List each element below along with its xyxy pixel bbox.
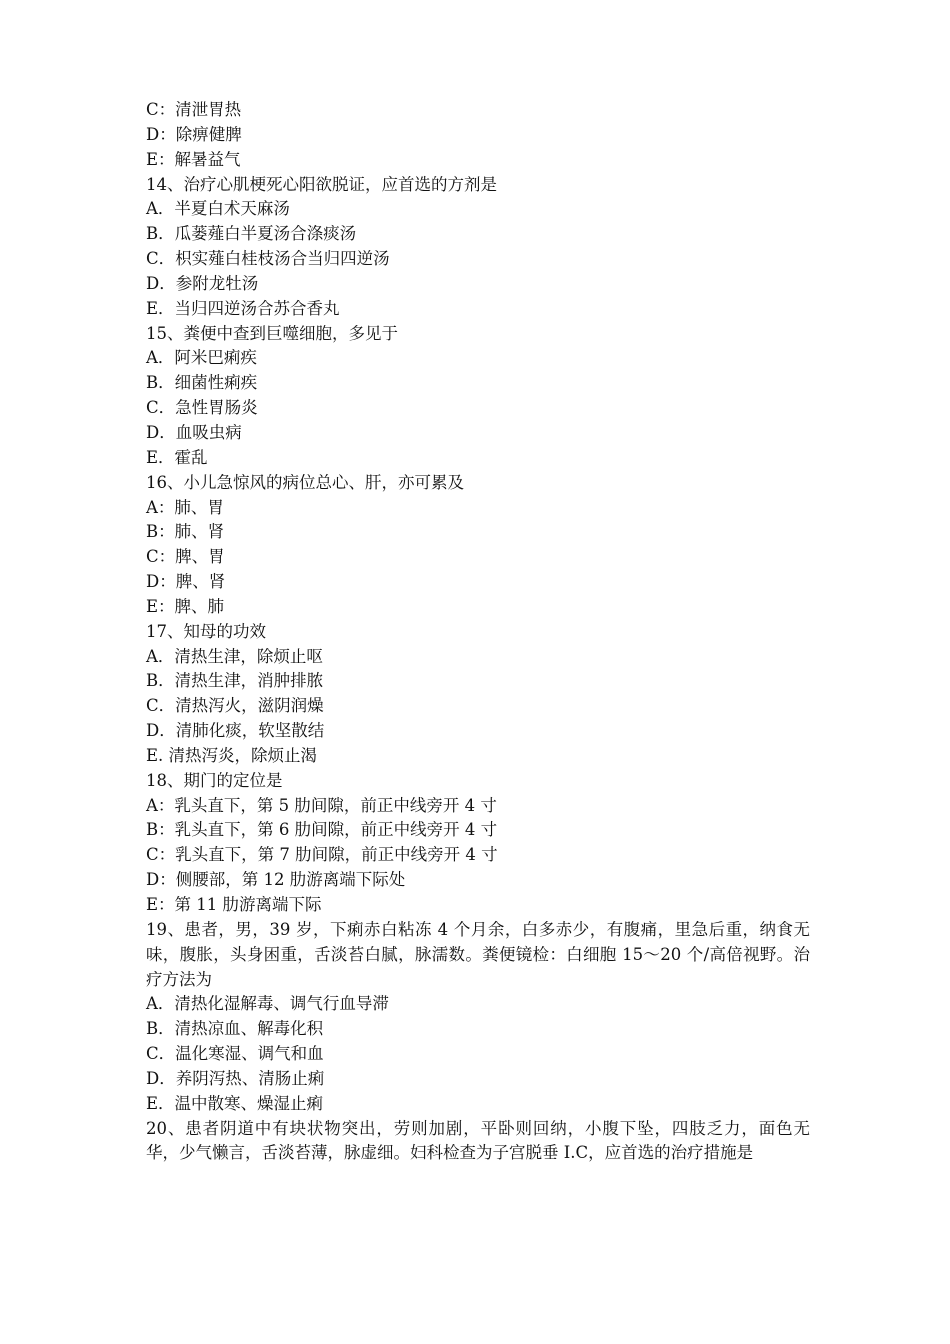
q14-option-d: D．参附龙牡汤 bbox=[146, 273, 259, 293]
q16-stem: 16、小儿急惊风的病位总心、肝，亦可累及 bbox=[146, 472, 464, 492]
q19-option-d: D．养阴泻热、清肠止痢 bbox=[146, 1068, 325, 1088]
q13-option-d: D：除痹健脾 bbox=[146, 124, 242, 144]
q14-stem: 14、治疗心肌梗死心阳欲脱证，应首选的方剂是 bbox=[146, 174, 497, 194]
q18-option-d: D：侧腰部，第 12 肋游离端下际处 bbox=[146, 870, 406, 890]
q15-option-e: E．霍乱 bbox=[146, 447, 208, 467]
q16-option-d: D：脾、肾 bbox=[146, 572, 226, 592]
q16-option-c: C：脾、胃 bbox=[146, 547, 225, 567]
q18-option-b: B：乳头直下，第 6 肋间隙，前正中线旁开 4 寸 bbox=[146, 820, 498, 840]
q19-option-a: A．清热化湿解毒、调气行血导滞 bbox=[146, 994, 389, 1014]
q13-option-c: C：清泄胃热 bbox=[146, 100, 242, 119]
q17-option-a: A．清热生津，除烦止呕 bbox=[146, 646, 323, 666]
q17-option-e: E. 清热泻炎，除烦止渴 bbox=[146, 745, 318, 765]
q19-option-c: C．温化寒湿、调气和血 bbox=[146, 1044, 324, 1064]
q16-option-e: E：脾、肺 bbox=[146, 596, 225, 616]
q16-option-a: A：肺、胃 bbox=[146, 497, 224, 517]
q16-option-b: B：肺、肾 bbox=[146, 522, 225, 542]
q17-option-d: D．清肺化痰，软坚散结 bbox=[146, 721, 325, 741]
q17-option-b: B．清热生津，消肿排脓 bbox=[146, 671, 324, 691]
q15-option-d: D．血吸虫病 bbox=[146, 422, 242, 442]
q20-stem: 20、患者阴道中有块状物突出，劳则加剧，平卧则回纳，小腹下坠，四肢乏力，面色无华，少气懒言，舌淡苔薄，脉虚细。妇科检查为子宫脱垂 I.C，应首选的治疗措施是 bbox=[146, 1118, 810, 1163]
q17-option-c: C．清热泻火，滋阴润燥 bbox=[146, 696, 324, 716]
q18-option-c: C：乳头直下，第 7 肋间隙，前正中线旁开 4 寸 bbox=[146, 845, 498, 865]
q18-option-a: A：乳头直下，第 5 肋间隙，前正中线旁开 4 寸 bbox=[146, 795, 497, 815]
q19-stem: 19、患者，男，39 岁，下痢赤白粘冻 4 个月余，白多赤少，有腹痛，里急后重，纳食无味，腹胀，头身困重，舌淡苔白腻，脉濡数。粪便镜检：白细胞 15～20 个/高倍视野。治疗方法为 bbox=[146, 919, 810, 989]
q15-option-b: B．细菌性痢疾 bbox=[146, 373, 258, 393]
q15-option-c: C．急性胃肠炎 bbox=[146, 398, 258, 418]
q19-option-e: E．温中散寒、燥湿止痢 bbox=[146, 1093, 324, 1113]
document-page bbox=[146, 98, 810, 1166]
q14-option-b: B．瓜蒌薤白半夏汤合涤痰汤 bbox=[146, 224, 357, 244]
q13-option-e: E：解暑益气 bbox=[146, 149, 241, 169]
q18-option-e: E：第 11 肋游离端下际 bbox=[146, 895, 322, 914]
q14-option-a: A．半夏白术天麻汤 bbox=[146, 199, 290, 219]
q17-stem: 17、知母的功效 bbox=[146, 621, 266, 641]
q19-option-b: B．清热凉血、解毒化积 bbox=[146, 1019, 324, 1039]
q18-stem: 18、期门的定位是 bbox=[146, 770, 283, 790]
q14-option-c: C．枳实薤白桂枝汤合当归四逆汤 bbox=[146, 249, 390, 269]
q15-stem: 15、粪便中查到巨噬细胞，多见于 bbox=[146, 323, 398, 343]
q15-option-a: A．阿米巴痢疾 bbox=[146, 348, 257, 368]
q14-option-e: E．当归四逆汤合苏合香丸 bbox=[146, 298, 340, 318]
